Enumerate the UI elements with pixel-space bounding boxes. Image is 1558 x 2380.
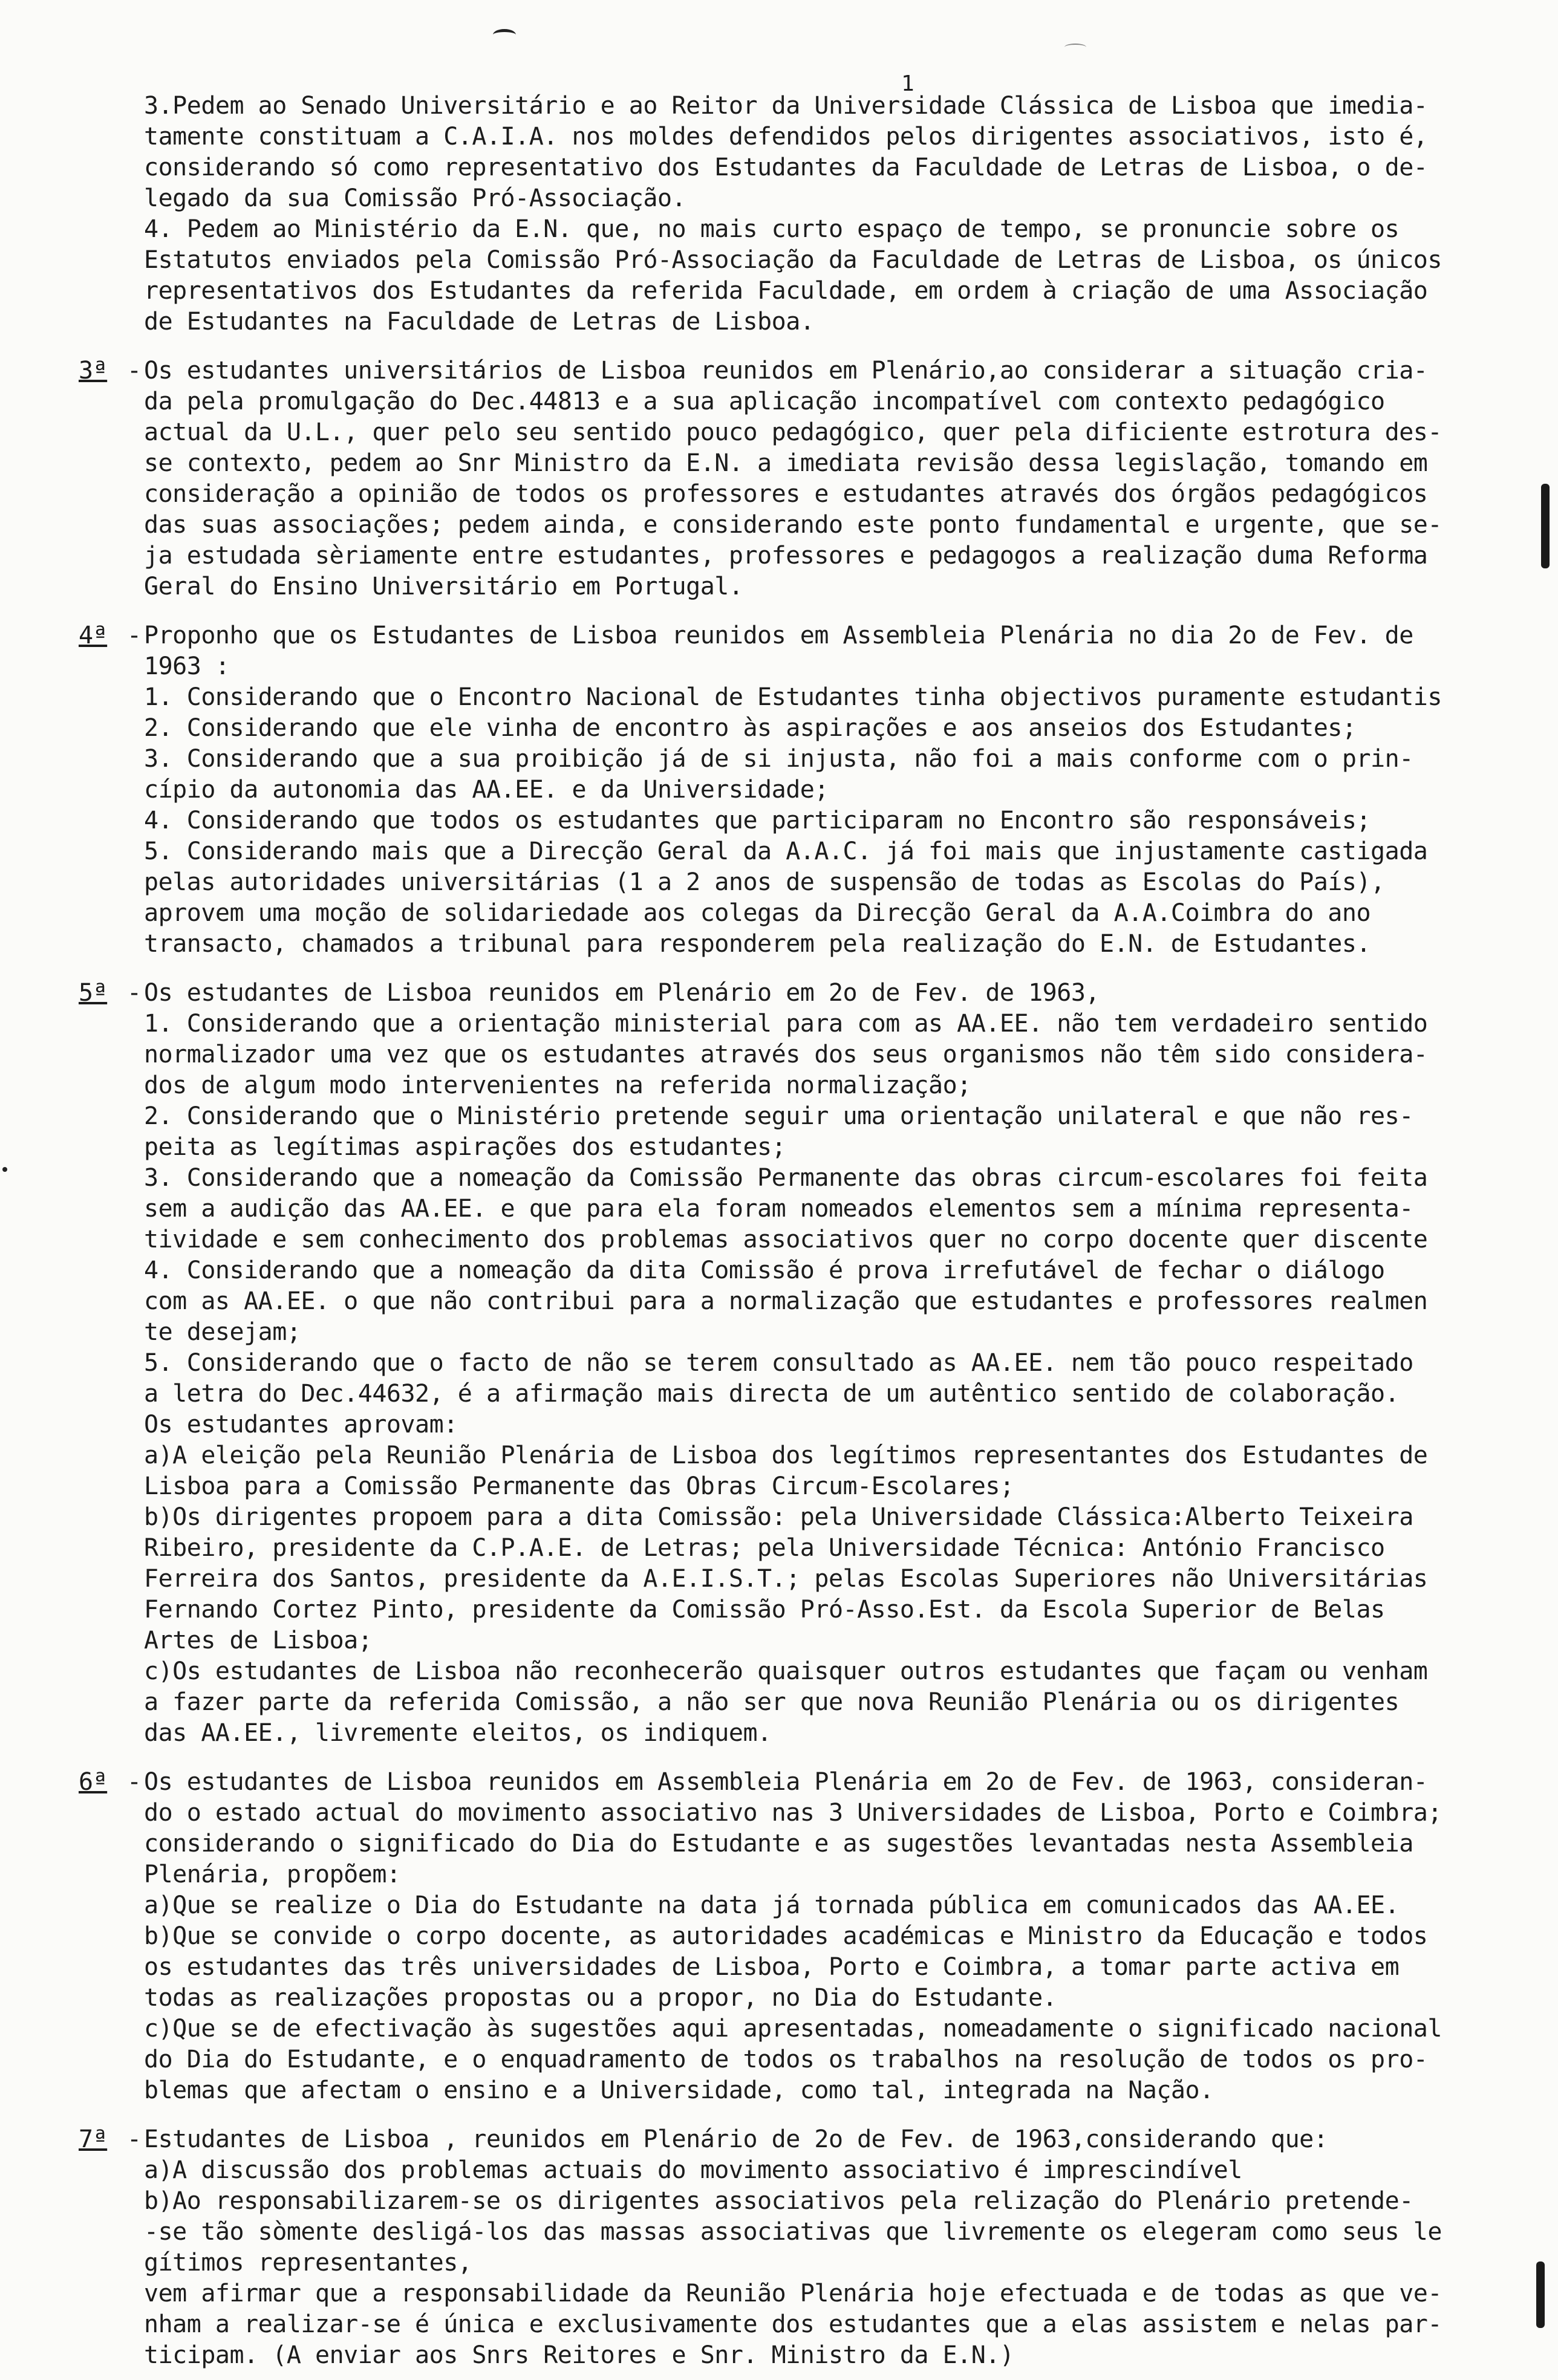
text-line: considerando só como representativo dos Estudantes da Faculdade de Letras de Lisboa, o de- <box>144 154 1428 181</box>
text-line: ticipam. (A enviar aos Snrs Reitores e Snr. Ministro da E.N.) <box>144 2341 1014 2369</box>
scan-mark-right-margin <box>1541 484 1550 568</box>
text-line: b)Que se convide o corpo docente, as autoridades académicas e Ministro da Educação e todos <box>144 1922 1428 1950</box>
motion-number: 7ª <box>79 2125 108 2153</box>
text-line: b)Ao responsabilizarem-se os dirigentes associativos pela relização do Plenário pretende- <box>144 2187 1413 2215</box>
motion-section-5 <box>79 978 1530 1749</box>
motion-first-line: Os estudantes de Lisboa reunidos em Assembleia Plenária em 2o de Fev. de 1963, consideran- <box>144 1768 1428 1796</box>
text-line: 1. Considerando que a orientação ministerial para com as AA.EE. não tem verdadeiro sentido <box>144 1010 1428 1038</box>
motion-heading <box>79 2124 1530 2155</box>
motion-body <box>79 386 1530 602</box>
text-line: 3.Pedem ao Senado Universitário e ao Reitor da Universidade Clássica de Lisboa que imedia- <box>144 92 1428 120</box>
intro-item-3 <box>144 91 1530 214</box>
scan-mark-right-bottom <box>1536 2261 1545 2328</box>
dash: - <box>127 622 142 649</box>
text-line: blemas que afectam o ensino e a Universidade, como tal, integrada na Nação. <box>144 2076 1214 2104</box>
text-line: 5. Considerando que o facto de não se terem consultado as AA.EE. nem tão pouco respeitado <box>144 1349 1413 1377</box>
text-line: das suas associações; pedem ainda, e considerando este ponto fundamental e urgente, que se- <box>144 511 1442 539</box>
text-line: -se tão sòmente desligá-los das massas associativas que livremente os elegeram como seus le <box>144 2218 1442 2246</box>
text-line: 3. Considerando que a sua proibição já de si injusta, não foi a mais conforme com o prin- <box>144 745 1413 773</box>
text-line: b)Os dirigentes propoem para a dita Comissão: pela Universidade Clássica:Alberto Teixeira <box>144 1503 1413 1531</box>
text-line: representativos dos Estudantes da referida Faculdade, em ordem à criação de uma Associação <box>144 277 1428 305</box>
text-line: nham a realizar-se é única e exclusivamente dos estudantes que a elas assistem e nelas par- <box>144 2310 1442 2338</box>
text-line: 5. Considerando mais que a Direcção Geral da A.A.C. já foi mais que injustamente castigada <box>144 837 1428 865</box>
text-line: Estatutos enviados pela Comissão Pró-Associação da Faculdade de Letras de Lisboa, os únicos <box>144 246 1442 274</box>
text-line: legado da sua Comissão Pró-Associação. <box>144 184 686 212</box>
text-line: Os estudantes aprovam: <box>144 1411 458 1439</box>
motion-section-7 <box>79 2124 1530 2371</box>
text-line: os estudantes das três universidades de Lisboa, Porto e Coimbra, a tomar parte activa em <box>144 1953 1400 1981</box>
text-line: pelas autoridades universitárias (1 a 2 anos de suspensão de todas as Escolas do País), <box>144 868 1385 896</box>
text-line: a)A discussão dos problemas actuais do movimento associativo é imprescindível <box>144 2156 1242 2184</box>
motion-section-3 <box>79 356 1530 602</box>
text-line: a fazer parte da referida Comissão, a não ser que nova Reunião Plenária ou os dirigentes <box>144 1688 1400 1716</box>
text-line: 1. Considerando que o Encontro Nacional de Estudantes tinha objectivos puramente estudantis <box>144 683 1442 711</box>
text-line: cípio da autonomia das AA.EE. e da Universidade; <box>144 776 829 804</box>
motion-heading <box>79 1767 1530 1798</box>
text-line: peita as legítimas aspirações dos estudantes; <box>144 1133 786 1161</box>
text-line: vem afirmar que a responsabilidade da Reunião Plenária hoje efectuada e de todas as que ve- <box>144 2280 1442 2307</box>
text-line: te desejam; <box>144 1318 301 1346</box>
dash: - <box>127 1768 142 1796</box>
text-line: Ferreira dos Santos, presidente da A.E.I.S.T.; pelas Escolas Superiores não Universitárias <box>144 1565 1428 1593</box>
scan-mark-top-faint <box>1064 44 1086 51</box>
intro-item-4 <box>144 214 1530 337</box>
text-line: Plenária, propõem: <box>144 1861 401 1888</box>
text-line: 4. Considerando que todos os estudantes que participaram no Encontro são responsáveis; <box>144 807 1371 834</box>
text-line: se contexto, pedem ao Snr Ministro da E.N. a imediata revisão dessa legislação, tomando em <box>144 449 1428 477</box>
text-line: do Dia do Estudante, e o enquadramento de todos os trabalhos na resolução de todos os pro- <box>144 2046 1428 2073</box>
motion-first-line: Proponho que os Estudantes de Lisboa reunidos em Assembleia Plenária no dia 2o de Fev. de <box>144 622 1413 649</box>
text-line: Fernando Cortez Pinto, presidente da Comissão Pró-Asso.Est. da Escola Superior de Belas <box>144 1596 1385 1624</box>
text-line: c)Os estudantes de Lisboa não reconhecerão quaisquer outros estudantes que façam ou venham <box>144 1657 1428 1685</box>
text-line: todas as realizações propostas ou a propor, no Dia do Estudante. <box>144 1984 1057 2012</box>
dash: - <box>127 357 142 385</box>
text-line: 2. Considerando que ele vinha de encontro às aspirações e aos anseios dos Estudantes; <box>144 714 1357 742</box>
motion-number: 4ª <box>79 622 108 649</box>
page-number: 1 <box>901 71 914 96</box>
motion-heading <box>79 356 1530 386</box>
motion-first-line: Os estudantes de Lisboa reunidos em Plenário em 2o de Fev. de 1963, <box>144 979 1100 1007</box>
dash: - <box>127 2125 142 2153</box>
text-line: 4. Considerando que a nomeação da dita Comissão é prova irrefutável de fechar o diálogo <box>144 1257 1385 1284</box>
text-line: do o estado actual do movimento associativo nas 3 Universidades de Lisboa, Porto e Coimbra; <box>144 1799 1442 1827</box>
text-line: normalizador uma vez que os estudantes através dos seus organismos não têm sido considera- <box>144 1041 1428 1068</box>
text-line: a letra do Dec.44632, é a afirmação mais directa de um autêntico sentido de colaboração. <box>144 1380 1400 1408</box>
motion-body <box>79 1798 1530 2106</box>
intro-block <box>79 91 1530 337</box>
text-line: 4. Pedem ao Ministério da E.N. que, no mais curto espaço de tempo, se pronuncie sobre os <box>144 215 1400 243</box>
text-line: sem a audição das AA.EE. e que para ela foram nomeados elementos sem a mínima representa- <box>144 1195 1413 1223</box>
motion-body <box>79 2155 1530 2371</box>
text-line: 2. Considerando que o Ministério pretende seguir uma orientação unilateral e que não res- <box>144 1102 1413 1130</box>
text-line: transacto, chamados a tribunal para responderem pela realização do E.N. de Estudantes. <box>144 930 1371 958</box>
motion-body <box>79 651 1530 960</box>
motion-first-line: Estudantes de Lisboa , reunidos em Plenário de 2o de Fev. de 1963,considerando que: <box>144 2125 1328 2153</box>
text-line: gítimos representantes, <box>144 2249 472 2277</box>
text-line: Lisboa para a Comissão Permanente das Obras Circum-Escolares; <box>144 1472 1014 1500</box>
text-line: a)A eleição pela Reunião Plenária de Lisboa dos legítimos representantes dos Estudantes de <box>144 1442 1428 1469</box>
text-line: Geral do Ensino Universitário em Portugal. <box>144 573 743 600</box>
text-line: com as AA.EE. o que não contribui para a normalização que estudantes e professores realmen <box>144 1287 1428 1315</box>
motion-heading <box>79 620 1530 651</box>
scan-mark-top <box>493 29 516 41</box>
text-line: considerando o significado do Dia do Estudante e as sugestões levantadas nesta Assembleia <box>144 1830 1413 1858</box>
text-line: 1963 : <box>144 652 230 680</box>
motion-first-line: Os estudantes universitários de Lisboa reunidos em Plenário,ao considerar a situação cria- <box>144 357 1428 385</box>
motion-number: 3ª <box>79 357 108 385</box>
text-line: consideração a opinião de todos os professores e estudantes através dos órgãos pedagógicos <box>144 480 1428 508</box>
text-line: tividade e sem conhecimento dos problemas associativos quer no corpo docente quer discente <box>144 1226 1428 1253</box>
text-line: actual da U.L., quer pelo seu sentido pouco pedagógico, quer pela dificiente estrotura des- <box>144 418 1442 446</box>
text-line: ja estudada sèriamente entre estudantes, professores e pedagogos a realização duma Reforma <box>144 542 1428 570</box>
motion-number: 6ª <box>79 1768 108 1796</box>
motion-body <box>79 1009 1530 1749</box>
text-line: dos de algum modo intervenientes na referida normalização; <box>144 1071 971 1099</box>
motion-section-6 <box>79 1767 1530 2106</box>
text-line: de Estudantes na Faculdade de Letras de Lisboa. <box>144 308 815 336</box>
dash: - <box>127 979 142 1007</box>
text-line: da pela promulgação do Dec.44813 e a sua aplicação incompatível com contexto pedagógico <box>144 388 1385 415</box>
scan-mark-left-dot <box>2 1167 7 1172</box>
motion-heading <box>79 978 1530 1009</box>
text-line: c)Que se de efectivação às sugestões aqui apresentadas, nomeadamente o significado nacional <box>144 2015 1442 2043</box>
text-line: a)Que se realize o Dia do Estudante na data já tornada pública em comunicados das AA.EE. <box>144 1891 1400 1919</box>
motion-number: 5ª <box>79 979 108 1007</box>
text-line: das AA.EE., livremente eleitos, os indiquem. <box>144 1719 772 1747</box>
document-body <box>79 91 1530 2371</box>
motion-section-4 <box>79 620 1530 960</box>
text-line: tamente constituam a C.A.I.A. nos moldes defendidos pelos dirigentes associativos, isto é, <box>144 123 1428 151</box>
text-line: Ribeiro, presidente da C.P.A.E. de Letras; pela Universidade Técnica: António Francisco <box>144 1534 1385 1562</box>
text-line: 3. Considerando que a nomeação da Comissão Permanente das obras circum-escolares foi feita <box>144 1164 1428 1192</box>
text-line: aprovem uma moção de solidariedade aos colegas da Direcção Geral da A.A.Coimbra do ano <box>144 899 1371 927</box>
text-line: Artes de Lisboa; <box>144 1627 373 1654</box>
